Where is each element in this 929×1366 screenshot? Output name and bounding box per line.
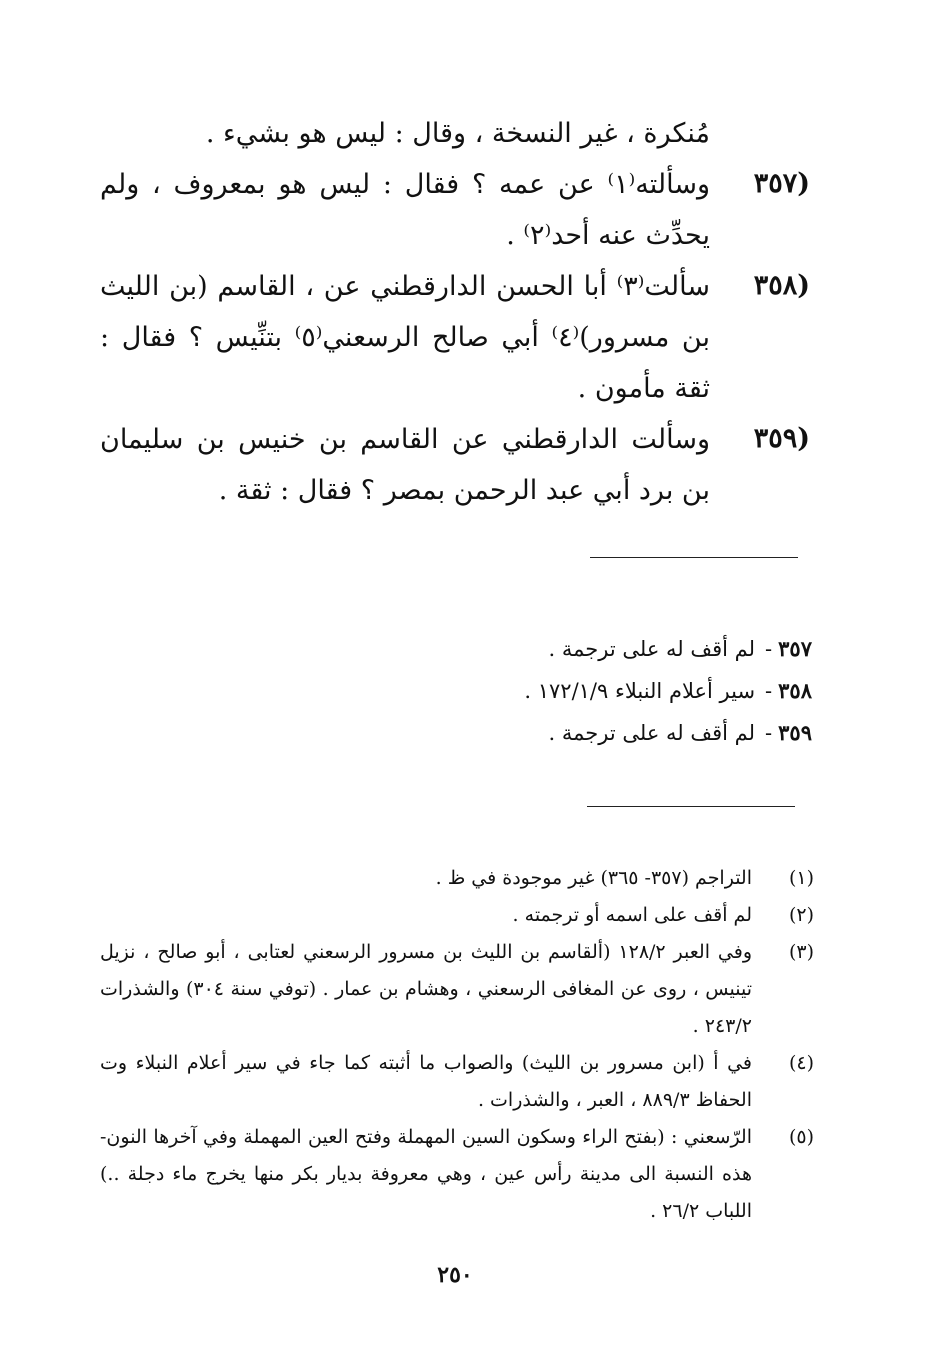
- entry-358: [100, 261, 810, 414]
- entry-text: وسألته⁽١⁾ عن عمه ؟ فقال : ليس هو بمعروف ، ولم يحدِّث عنه أحد⁽٢⁾ .: [100, 169, 710, 251]
- entry-357: [100, 159, 810, 261]
- entry-359: [100, 414, 810, 516]
- reference-item: [420, 670, 812, 712]
- entry-number: (٣٥٩: [753, 423, 810, 454]
- entry-number: (٣٥٧: [753, 168, 810, 199]
- footnote-text: لم أقف على اسمه أو ترجمته .: [512, 904, 752, 926]
- footnote-number: (٤): [788, 1052, 814, 1074]
- footnote-2: [100, 897, 814, 934]
- footnote-number: (١): [788, 867, 814, 889]
- footnote-3: [100, 934, 814, 1045]
- reference-dash: -: [765, 679, 773, 703]
- entry-text: مُنكرة ، غير النسخة ، وقال : ليس هو بشيء .: [205, 118, 710, 149]
- separator-rule: [590, 557, 798, 558]
- reference-text: لم أقف له على ترجمة .: [548, 637, 756, 661]
- footnote-5: [100, 1119, 814, 1230]
- reference-dash: -: [765, 637, 773, 661]
- footnote-text: التراجم (٣٥٧- ٣٦٥) غير موجودة في ظ .: [435, 867, 752, 889]
- footnote-number: (٢): [788, 904, 814, 926]
- reference-number: ٣٥٩: [778, 720, 812, 745]
- reference-number: ٣٥٧: [778, 636, 812, 661]
- separator-rule: [587, 806, 795, 807]
- footnote-text: وفي العبر ١٢٨/٢ (ألقاسم بن الليث بن مسرور الرسعني لعتابى ، أبو صالح ، نزيل تينيس ، روى عن المغافى الرسعني ، وهشام بن عمار . (توفي سنة ٣٠٤) والشذرات ٢٤٣/٢ .: [100, 941, 752, 1037]
- footnotes: [100, 860, 814, 1230]
- entry-text: سألت⁽٣⁾ أبا الحسن الدارقطني عن ، القاسم (بن الليث بن مسرور)⁽٤⁾ أبي صالح الرسعني⁽٥⁾ بتنِّيس ؟ فقال : ثقة مأمون .: [100, 271, 711, 404]
- entry-continuation: [100, 108, 810, 159]
- reference-text: لم أقف له على ترجمة .: [548, 721, 756, 745]
- footnote-text: في أ (ابن مسرور بن الليث) والصواب ما أثبته كما جاء في سير أعلام النبلاء وت الحفاظ ٨٨٩/٣ ، العبر ، والشذرات .: [100, 1052, 752, 1111]
- footnote-4: [100, 1045, 814, 1119]
- reference-item: [420, 628, 812, 670]
- footnote-number: (٥): [788, 1126, 814, 1148]
- main-text: [100, 108, 810, 516]
- footnote-text: الرّسعني : (بفتح الراء وسكون السين المهملة وفتح العين المهملة وفي آخرها النون- هذه النسبة الى مدينة رأس عين ، وهي معروفة بديار بكر منها يخرج ماء دجلة ..) اللباب ٢٦/٢ .: [100, 1126, 752, 1222]
- reference-text: سير أعلام النبلاء ١٧٢/١/٩ .: [524, 679, 756, 703]
- reference-dash: -: [765, 721, 773, 745]
- entry-number: (٣٥٨: [753, 270, 810, 301]
- entry-text: وسألت الدارقطني عن القاسم بن خنيس بن سليمان بن برد أبي عبد الرحمن بمصر ؟ فقال : ثقة .: [100, 424, 710, 506]
- reference-item: [420, 712, 812, 754]
- footnote-number: (٣): [788, 941, 814, 963]
- reference-list: [420, 628, 812, 754]
- reference-number: ٣٥٨: [778, 678, 812, 703]
- footnote-1: [100, 860, 814, 897]
- page-number: ٢٥٠: [437, 1262, 473, 1288]
